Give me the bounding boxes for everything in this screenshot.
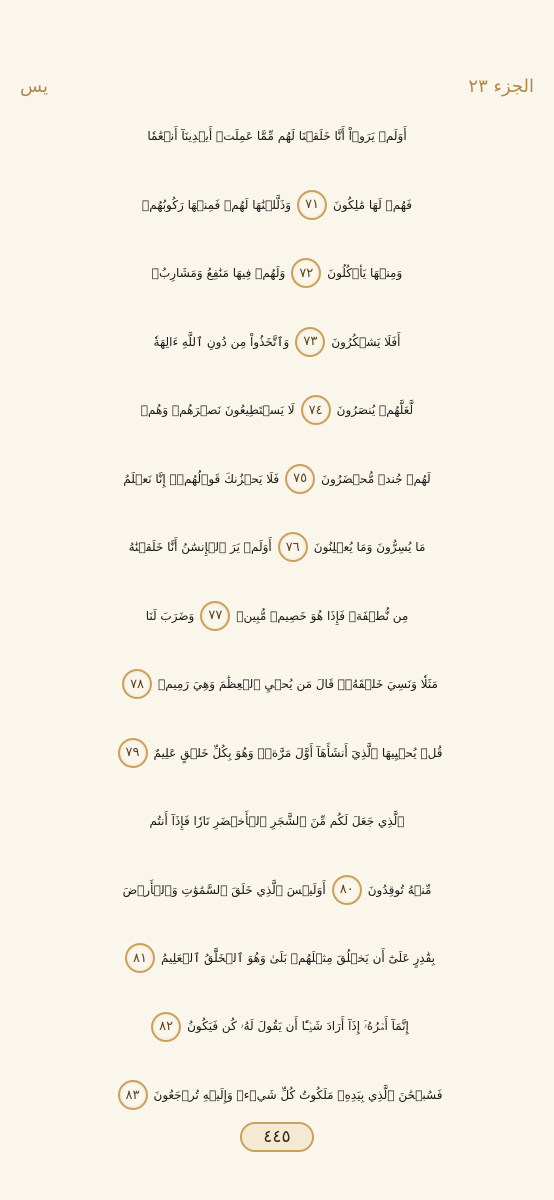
- ayah-number-marker: ٧٦: [278, 532, 308, 562]
- verse-text: مِّنۡهُ تُوقِدُونَ: [367, 882, 432, 897]
- ayah-number-marker: ٧٤: [301, 395, 331, 425]
- ayah-number-marker: ٧٢: [291, 258, 321, 288]
- juz-label[interactable]: الجزء ٢٣: [468, 75, 534, 97]
- verse-text: إِنَّمَآ أَمۡرُهُۥٓ إِذَآ أَرَادَ شَيۡـًٔا أَن يَقُولَ لَهُۥ كُن فَيَكُونُ: [187, 1019, 409, 1034]
- verse-text: وَضَرَبَ لَنَا: [145, 608, 195, 623]
- verse-text: بِقَٰدِرٍ عَلَىٰٓ أَن يَخۡلُقَ مِثۡلَهُمۚ بَلَىٰ وَهُوَ ٱلۡخَلَّٰقُ ٱلۡعَلِيمُ: [160, 951, 436, 966]
- ayah-number-marker: ٨٣: [118, 1080, 148, 1110]
- text-line: [12, 1061, 542, 1130]
- ayah-number-marker: ٨٢: [151, 1012, 181, 1042]
- verse-text: فَسُبۡحَٰنَ ٱلَّذِي بِيَدِهِۦ مَلَكُوتُ كُلِّ شَيۡءٖ وَإِلَيۡهِ تُرۡجَعُونَ: [153, 1088, 443, 1103]
- verse-text: أَوَلَيۡسَ ٱلَّذِي خَلَقَ ٱلسَّمَٰوَٰتِ وَٱلۡأَرۡضَ: [122, 882, 326, 897]
- ayah-number-marker: ٧٧: [200, 601, 230, 631]
- text-line: [12, 650, 542, 719]
- verse-text: أَوَلَمۡ يَرَ ٱلۡإِنسَٰنُ أَنَّا خَلَقۡنَٰهُ: [128, 540, 272, 555]
- verse-text: لَا يَسۡتَطِيعُونَ نَصۡرَهُمۡ وَهُمۡ: [140, 403, 295, 418]
- text-line: [12, 376, 542, 445]
- surah-name[interactable]: يس: [20, 75, 48, 97]
- page-header: [20, 72, 534, 100]
- verse-text: وَمِنۡهَا يَأۡكُلُونَ: [327, 266, 403, 281]
- text-line: [12, 445, 542, 514]
- verse-text: وَلَهُمۡ فِيهَا مَنَٰفِعُ وَمَشَارِبُۚ: [151, 266, 286, 281]
- ayah-number-marker: ٧٩: [118, 738, 148, 768]
- text-line: [12, 582, 542, 651]
- verse-text: فَهُمۡ لَهَا مَٰلِكُونَ: [333, 197, 413, 212]
- ayah-number-marker: ٧٥: [285, 464, 315, 494]
- text-line: [12, 513, 542, 582]
- ayah-number-marker: ٧١: [297, 190, 327, 220]
- text-line: [12, 308, 542, 377]
- verse-text: مَا يُسِرُّونَ وَمَا يُعۡلِنُونَ: [313, 540, 426, 555]
- page-number: ٤٤٥: [240, 1122, 314, 1152]
- verse-text: وَذَلَّلۡنَٰهَا لَهُمۡ فَمِنۡهَا رَكُوبُهُمۡ: [142, 197, 292, 212]
- ayah-number-marker: ٨١: [125, 943, 155, 973]
- text-line: [12, 239, 542, 308]
- text-line: [12, 719, 542, 788]
- verse-text: مِن نُّطۡفَةٖ فَإِذَا هُوَ خَصِيمٞ مُّبِينٞ: [236, 608, 409, 623]
- verse-text: لَّعَلَّهُمۡ يُنصَرُونَ: [336, 403, 414, 418]
- text-line: [12, 787, 542, 856]
- text-line: [12, 171, 542, 240]
- text-line: [12, 924, 542, 993]
- verse-text: مَثَلٗا وَنَسِيَ خَلۡقَهُۥۖ قَالَ مَن يُحۡيِ ٱلۡعِظَٰمَ وَهِيَ رَمِيمٞ: [158, 677, 438, 692]
- verse-text: أَوَلَمۡ يَرَوۡاْ أَنَّا خَلَقۡنَا لَهُم مِّمَّا عَمِلَتۡ أَيۡدِينَآ أَنۡعَٰمٗا: [147, 129, 407, 144]
- ayah-number-marker: ٧٨: [122, 669, 152, 699]
- text-line: [12, 993, 542, 1062]
- verse-text: ٱلَّذِي جَعَلَ لَكُم مِّنَ ٱلشَّجَرِ ٱلۡأَخۡضَرِ نَارٗا فَإِذَآ أَنتُم: [149, 814, 405, 829]
- verse-text: فَلَا يَحۡزُنكَ قَوۡلُهُمۡۘ إِنَّا نَعۡلَمُ: [123, 471, 280, 486]
- verse-text: قُلۡ يُحۡيِيهَا ٱلَّذِيٓ أَنشَأَهَآ أَوَّلَ مَرَّةٖۖ وَهُوَ بِكُلِّ خَلۡقٍ عَلِيمٌ: [153, 745, 443, 760]
- text-line: [12, 856, 542, 925]
- verse-text: لَهُمۡ جُندٞ مُّحۡضَرُونَ: [321, 471, 431, 486]
- ayah-number-marker: ٧٣: [295, 327, 325, 357]
- quran-text-body: [12, 102, 542, 1130]
- verse-text: أَفَلَا يَشۡكُرُونَ: [331, 334, 401, 349]
- ayah-number-marker: ٨٠: [332, 875, 362, 905]
- verse-text: وَٱتَّخَذُواْ مِن دُونِ ٱللَّهِ ءَالِهَةٗ: [153, 334, 290, 349]
- text-line: [12, 102, 542, 171]
